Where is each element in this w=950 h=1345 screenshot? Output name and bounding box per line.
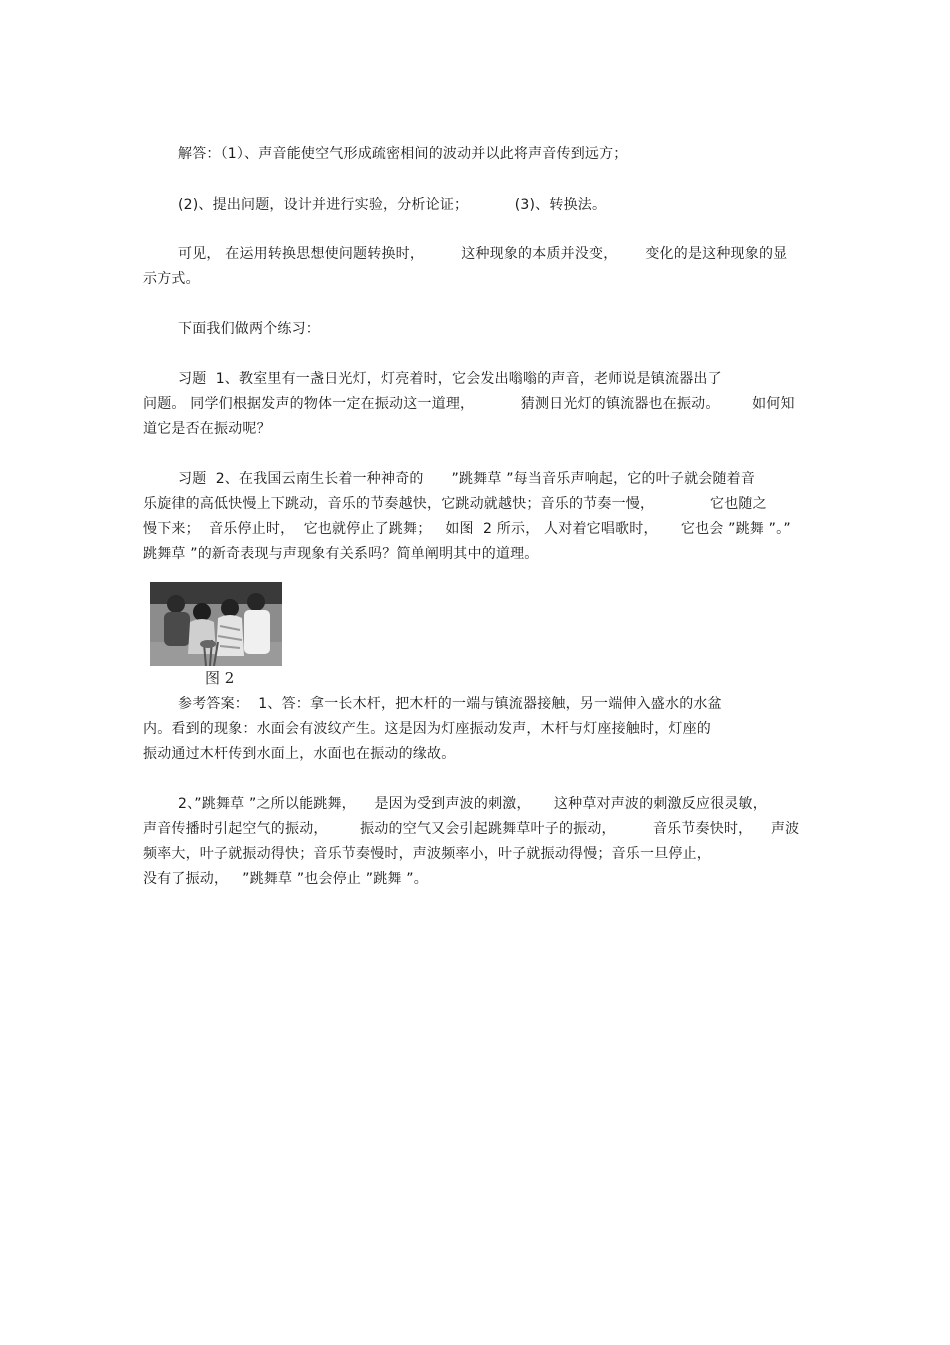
answer-2-line-3: 频率大，叶子就振动得快；音乐节奏慢时，声波频率小，叶子就振动得慢；音乐一旦停止， <box>143 846 711 862</box>
reference-answer-line-3: 振动通过木杆传到水面上，水面也在振动的缘故。 <box>143 746 456 762</box>
figure-2-caption: 图 2 <box>205 669 235 687</box>
exercise-1-line-2: 问题。 同学们根据发声的物体一定在振动这一道理， 猜测日光灯的镇流器也在振动。 如何知 <box>143 396 795 412</box>
exercise-1-line-1: 习题 1、教室里有一盏日光灯，灯亮着时，它会发出嗡嗡的声音，老师说是镇流器出了 <box>178 371 722 387</box>
answer-2-line-4: 没有了振动， ”跳舞草 ”也会停止 ”跳舞 ”。 <box>143 871 428 887</box>
answer-line-2: (2)、提出问题，设计并进行实验，分析论证； (3)、转换法。 <box>178 197 607 213</box>
answer-2-line-2: 声音传播时引起空气的振动， 振动的空气又会引起跳舞草叶子的振动， 音乐节奏快时， 声波 <box>143 821 800 837</box>
exercise-1-line-3: 道它是否在振动呢？ <box>143 421 271 437</box>
summary-line-1: 可见， 在运用转换思想使问题转换时， 这种现象的本质并没变， 变化的是这种现象的显 <box>178 246 788 262</box>
reference-answer-line-2: 内。看到的现象：水面会有波纹产生。这是因为灯座振动发声，木杆与灯座接触时，灯座的 <box>143 721 711 737</box>
summary-line-2: 示方式。 <box>143 271 200 287</box>
exercise-2-line-1: 习题 2、在我国云南生长着一种神奇的 ”跳舞草 ”每当音乐声响起，它的叶子就会随着音 <box>178 471 756 487</box>
reference-answer-line-1: 参考答案： 1、答：拿一长木杆，把木杆的一端与镇流器接触，另一端伸入盛水的水盆 <box>178 696 722 712</box>
exercise-2-line-4: 跳舞草 ”的新奇表现与声现象有关系吗？简单阐明其中的道理。 <box>143 546 539 562</box>
people-singing-photo <box>150 582 282 666</box>
figure-2-photo <box>150 582 282 666</box>
answer-2-line-1: 2、”跳舞草 ”之所以能跳舞， 是因为受到声波的刺激， 这种草对声波的刺激反应很灵敏， <box>178 796 767 812</box>
exercise-intro: 下面我们做两个练习： <box>178 321 320 337</box>
exercise-2-line-2: 乐旋律的高低快慢上下跳动，音乐的节奏越快，它跳动就越快；音乐的节奏一慢， 它也随之 <box>143 496 767 512</box>
exercise-2-line-3: 慢下来； 音乐停止时， 它也就停止了跳舞； 如图 2 所示， 人对着它唱歌时， 它也会 ”跳舞 ”。” <box>143 521 791 537</box>
answer-line-1: 解答：（1）、声音能使空气形成疏密相间的波动并以此将声音传到远方； <box>178 146 628 162</box>
